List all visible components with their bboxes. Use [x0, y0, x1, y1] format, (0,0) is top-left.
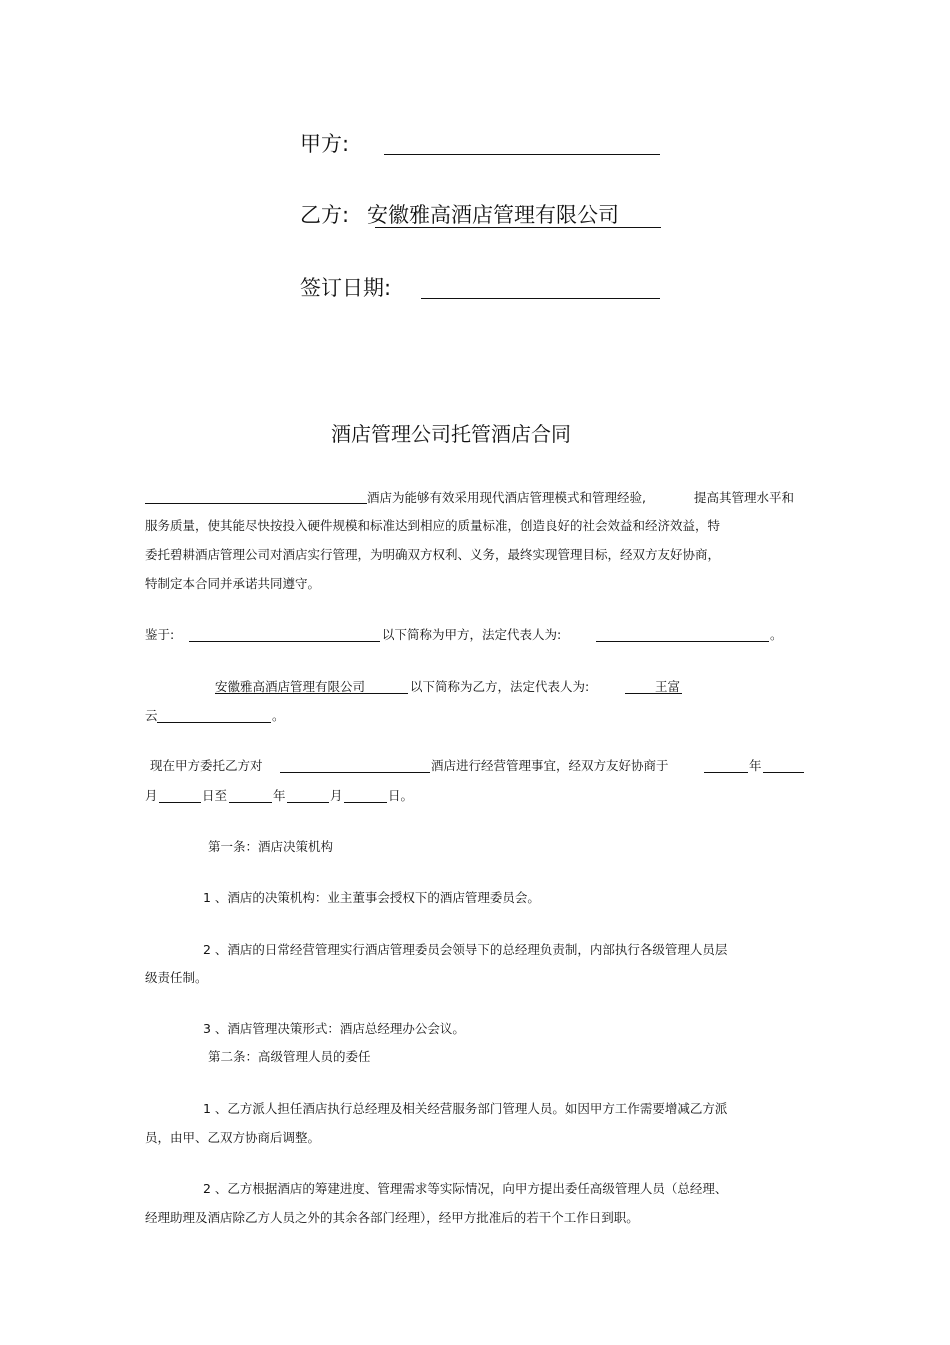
- article-1-item-2b: 级责任制。: [145, 970, 208, 985]
- party-b-rep2-underline: [157, 722, 271, 723]
- party-b-end: 。: [272, 708, 285, 723]
- whereas-label: 鉴于:: [145, 627, 175, 642]
- month-blank-2: [287, 802, 329, 803]
- entrust-year-2: 年: [273, 788, 286, 803]
- entrust-year: 年: [749, 758, 762, 773]
- whereas-mid: 以下简称为甲方，法定代表人为:: [382, 627, 562, 642]
- party-b-value: 安徽雅高酒店管理有限公司: [367, 203, 619, 227]
- month-blank-1: [763, 772, 804, 773]
- entrust-day-to: 日至: [202, 788, 228, 803]
- party-b-company-underline: [215, 693, 408, 694]
- party-a-blank: [384, 154, 660, 155]
- whereas-end: 。: [770, 627, 783, 642]
- party-b-mid: 以下简称为乙方，法定代表人为:: [410, 679, 590, 694]
- party-b-rep-1: 王富: [655, 679, 681, 694]
- year-blank-2: [229, 802, 272, 803]
- hotel-name-blank: [145, 503, 367, 504]
- party-b-label: 乙方:: [300, 203, 350, 227]
- sign-date-blank: [421, 298, 660, 299]
- party-b-underline: [375, 227, 661, 228]
- article-2-item-1a: 1 、乙方派人担任酒店执行总经理及相关经营服务部门管理人员。如因甲方工作需要增减乙方派: [203, 1101, 728, 1116]
- intro-line-4: 特制定本合同并承诺共同遵守。: [145, 576, 321, 591]
- year-blank-1: [704, 772, 748, 773]
- day-blank-2: [344, 802, 387, 803]
- party-a-label: 甲方:: [300, 132, 350, 156]
- entrust-hotel-blank: [280, 772, 430, 773]
- intro-line-3: 委托碧耕酒店管理公司对酒店实行管理，为明确双方权利、义务，最终实现管理目标，经双方友好协商，: [145, 547, 721, 562]
- intro-line-2: 服务质量，使其能尽快按投入硬件规模和标准达到相应的质量标准，创造良好的社会效益和经济效益，特: [145, 518, 721, 533]
- party-b-rep-2: 云: [145, 708, 158, 723]
- article-1-item-1: 1 、酒店的决策机构：业主董事会授权下的酒店管理委员会。: [203, 890, 540, 905]
- party-b-rep-underline: [625, 693, 682, 694]
- article-2-title: 第二条：高级管理人员的委任: [208, 1049, 371, 1064]
- entrust-month: 月: [145, 788, 158, 803]
- article-2-item-1b: 员，由甲、乙双方协商后调整。: [145, 1130, 321, 1145]
- sign-date-label: 签订日期:: [300, 276, 392, 300]
- entrust-b: 酒店进行经营管理事宜，经双方友好协商于: [431, 758, 669, 773]
- party-a-rep-blank: [596, 641, 769, 642]
- intro-line-1a: 酒店为能够有效采用现代酒店管理模式和管理经验,: [367, 490, 646, 505]
- page-title: 酒店管理公司托管酒店合同: [331, 422, 571, 446]
- day-blank-1: [159, 802, 201, 803]
- entrust-a: 现在甲方委托乙方对: [150, 758, 263, 773]
- article-1-title: 第一条：酒店决策机构: [208, 839, 334, 854]
- article-2-item-2b: 经理助理及酒店除乙方人员之外的其余各部门经理），经甲方批准后的若干个工作日到职。: [145, 1210, 639, 1225]
- party-a-name-blank: [189, 641, 380, 642]
- article-1-item-2a: 2 、酒店的日常经营管理实行酒店管理委员会领导下的总经理负责制，内部执行各级管理人员层: [203, 942, 728, 957]
- article-1-item-3: 3 、酒店管理决策形式：酒店总经理办公会议。: [203, 1021, 465, 1036]
- intro-line-1b: 提高其管理水平和: [694, 490, 795, 505]
- entrust-day-end: 日。: [388, 788, 414, 803]
- entrust-month-2: 月: [330, 788, 343, 803]
- article-2-item-2a: 2 、乙方根据酒店的筹建进度、管理需求等实际情况，向甲方提出委任高级管理人员（总经理、: [203, 1181, 728, 1196]
- party-b-company: 安徽雅高酒店管理有限公司: [215, 679, 366, 694]
